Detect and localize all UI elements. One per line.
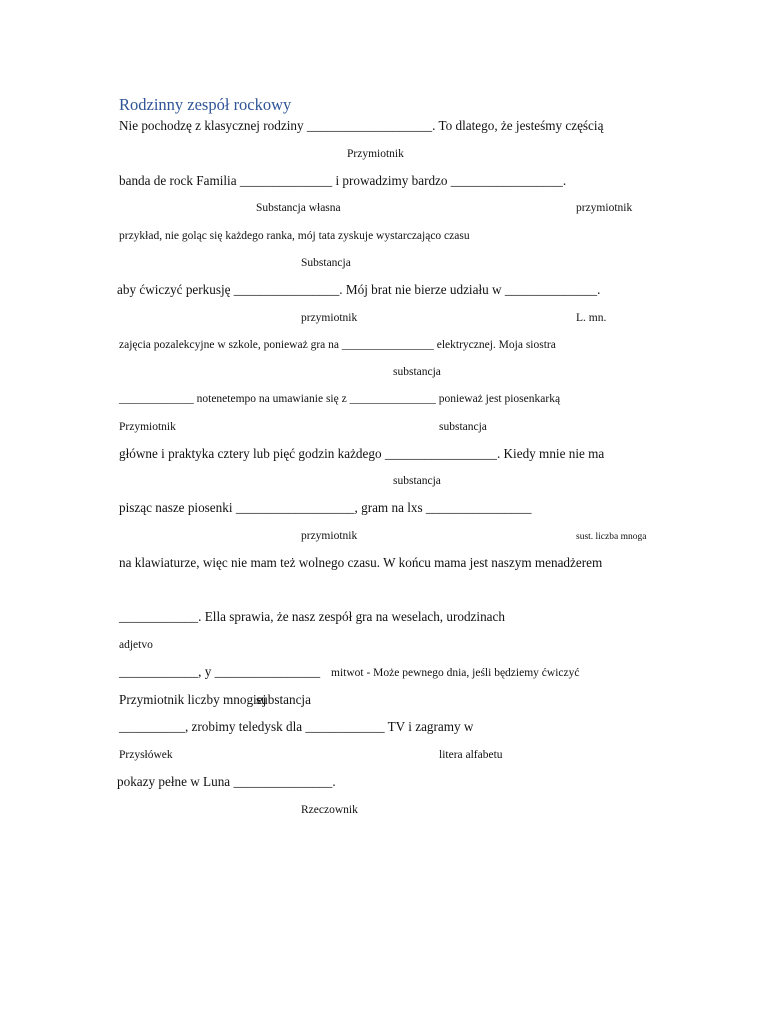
hint-4a: przymiotnik — [301, 312, 358, 324]
text-line-3: przykład, nie goląc się każdego ranka, mój tata zyskuje wystarczająco czasu — [119, 230, 470, 242]
text-line-13: pokazy pełne w Luna _______________. — [117, 774, 336, 789]
text-line-11b: mitwot - Może pewnego dnia, jeśli będziemy ćwiczyć — [331, 667, 580, 679]
hint-3: Substancja — [301, 257, 351, 269]
text-line-4: aby ćwiczyć perkusję ________________. Mój brat nie bierze udziału w ______________. — [117, 282, 601, 297]
hint-6b: substancja — [439, 421, 487, 433]
hint-11a: Przymiotnik liczby mnogiej — [119, 692, 267, 707]
hint-13: Rzeczownik — [301, 804, 358, 816]
hint-6a: Przymiotnik — [119, 421, 176, 433]
hint-12b: litera alfabetu — [439, 749, 503, 761]
hint-8a: przymiotnik — [301, 530, 358, 542]
text-line-10: ____________. Ella sprawia, że nasz zespół gra na weselach, urodzinach — [119, 609, 505, 624]
text-line-2: banda de rock Familia ______________ i prowadzimy bardzo _________________. — [119, 173, 567, 188]
text-line-7: główne i praktyka cztery lub pięć godzin każdego _________________. Kiedy mnie nie ma — [119, 446, 605, 461]
text-line-1: Nie pochodzę z klasycznej rodziny ___________________. To dlatego, że jesteśmy częścią — [119, 118, 604, 133]
hint-8b: sust. liczba mnoga — [576, 532, 647, 542]
text-line-12: __________, zrobimy teledysk dla ____________ TV i zagramy w — [119, 719, 474, 734]
text-line-9: na klawiaturze, więc nie mam też wolnego czasu. W końcu mama jest naszym menadżerem — [119, 555, 603, 570]
text-line-8: pisząc nasze piosenki __________________, gram na lxs ________________ — [119, 500, 532, 515]
text-line-11a: ____________, y ________________ — [119, 664, 321, 679]
hint-7: substancja — [393, 475, 441, 487]
document-title: Rodzinny zespół rockowy — [119, 95, 292, 114]
hint-1: Przymiotnik — [347, 148, 404, 160]
hint-5: substancja — [393, 366, 441, 378]
text-line-5: zajęcia pozalekcyjne w szkole, ponieważ gra na ________________ elektrycznej. Moja siostra — [119, 339, 556, 351]
hint-11b: substancja — [256, 692, 311, 707]
hint-4b: L. mn. — [576, 312, 607, 324]
hint-2a: Substancja własna — [256, 202, 341, 214]
hint-12a: Przysłówek — [119, 749, 173, 761]
hint-10: adjetvo — [119, 639, 153, 651]
hint-2b: przymiotnik — [576, 202, 633, 214]
text-line-6: _____________ notenetempo na umawianie się z _______________ ponieważ jest piosenkarką — [119, 393, 561, 405]
